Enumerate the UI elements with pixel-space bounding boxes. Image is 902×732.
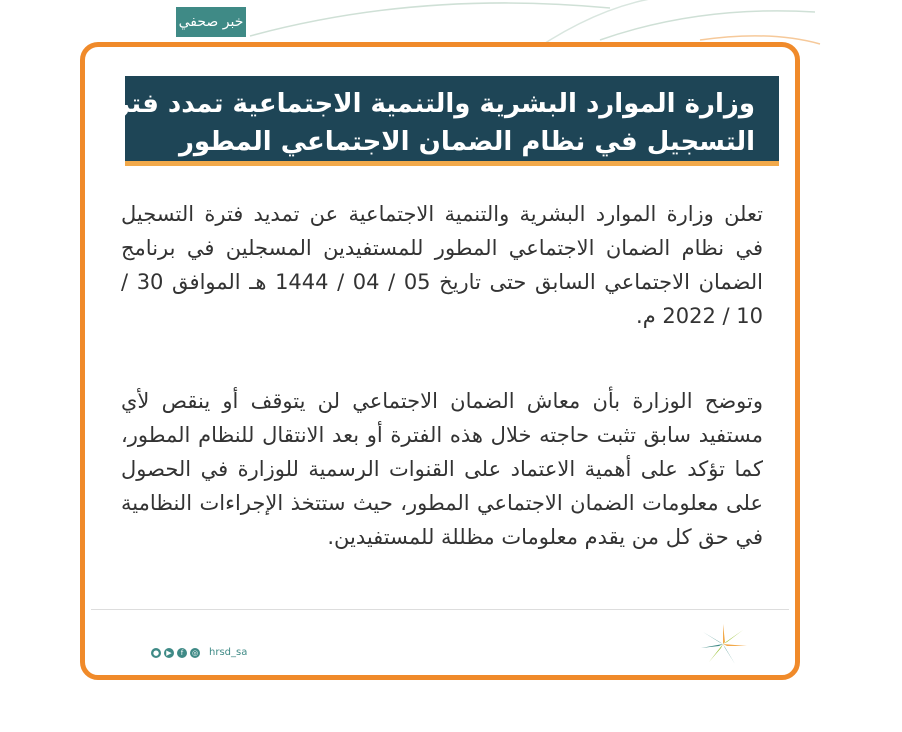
headline-line-2: التسجيل في نظام الضمان الاجتماعي المطور: [178, 127, 755, 157]
body-paragraph-2: وتوضح الوزارة بأن معاش الضمان الاجتماعي لن يتوقف أو ينقص لأي مستفيد سابق تثبت حاجته خلال هذه الفترة أو بعد الانتقال للنظام المطور، كما تؤكد على أهمية الاعتماد على القنوات الرسمية للوزارة في الحصول على معلومات الضمان الاجتماعي المطور، حيث ستتخذ الإجراءات النظامية في حق كل من يقدم معلومات مظللة للمستفيدين.: [121, 389, 763, 549]
tag-label: خبر صحفي: [178, 14, 244, 30]
instagram-icon[interactable]: ◎: [191, 648, 199, 657]
ministry-logo: [695, 622, 751, 668]
social-links: [151, 647, 247, 658]
social-handle: hrsd_sa: [209, 647, 248, 658]
press-release-tag: [176, 7, 246, 37]
news-card: [80, 42, 800, 680]
twitter-icon[interactable]: ●: [152, 648, 160, 657]
headline-line-1: وزارة الموارد البشرية والتنمية الاجتماعية تمدد فترة: [99, 89, 755, 119]
headline-box: [99, 76, 779, 166]
youtube-icon[interactable]: ▶: [164, 648, 174, 658]
body-paragraph-1: تعلن وزارة الموارد البشرية والتنمية الاجتماعية عن تمديد فترة التسجيل في نظام الضمان الاجتماعي المطور للمستفيدين المسجلين في برنامج الضمان الاجتماعي السابق حتى تاريخ 05 / 04 / 1444 هـ الموافق 30 / 10 / 2022 م.: [121, 202, 763, 328]
footer-divider: [91, 609, 789, 610]
facebook-icon[interactable]: f: [177, 648, 187, 658]
